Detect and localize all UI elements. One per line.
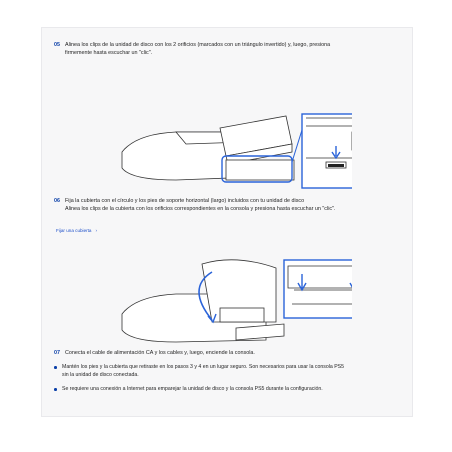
bullet-icon — [54, 366, 57, 369]
note-text — [62, 385, 392, 393]
note-line: Mantén los pies y la cubierta que retiraste en los pasos 3 y 4 en un lugar seguro. Son necesarios para usar la consola PS5 — [62, 364, 345, 370]
note-item — [54, 385, 394, 393]
cover-attach-illustration — [116, 248, 352, 354]
disc-drive-install-illustration — [116, 82, 352, 194]
step-text — [65, 197, 400, 213]
slot-marker — [328, 164, 344, 167]
chevron-right-icon: › — [95, 228, 98, 233]
note-line: Se requiere una conexión a Internet para emparejar la unidad de disco y la consola PS5 durante la configuración. — [62, 386, 323, 392]
step-line: Alinea los clips de la unidad de disco con los 2 orificios (marcados con un triángulo invertido) y, luego, presiona — [65, 42, 331, 48]
step-07 — [54, 349, 400, 358]
step-text — [65, 349, 400, 357]
step-line: Fija la cubierta con el círculo y los pies de soporte horizontal (largo) incluidos con tu unidad de disco — [65, 198, 305, 204]
note-item — [54, 363, 394, 379]
step-06 — [54, 197, 400, 215]
step-number: 05 — [54, 42, 60, 48]
step-text — [65, 41, 400, 57]
instructions-card — [41, 27, 413, 417]
note-line: sin la unidad de disco conectada. — [62, 372, 139, 378]
link-label[interactable]: Fijar una cubierta — [56, 228, 92, 233]
note-text — [62, 363, 392, 379]
zoom-inset — [302, 114, 352, 188]
step-line: Conecta el cable de alimentación CA y los cables y, luego, enciende la consola. — [65, 350, 255, 356]
step-number: 06 — [54, 198, 60, 204]
step-number: 07 — [54, 350, 60, 356]
step-05 — [54, 41, 400, 59]
bullet-icon — [54, 388, 57, 391]
attach-cover-link[interactable] — [56, 228, 97, 233]
zoom-inset — [284, 260, 352, 318]
step-line: Alinea los clips de la cubierta con los orificios correspondientes en la consola y presiona hasta escuchar un "clic". — [65, 206, 336, 212]
step-line: firmemente hasta escuchar un "clic". — [65, 50, 153, 56]
